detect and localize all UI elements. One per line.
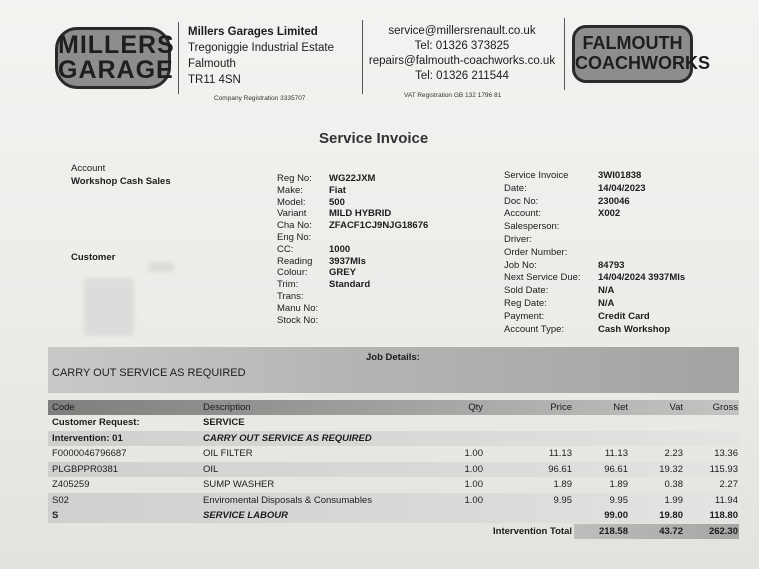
vehicle-field-label: Eng No: bbox=[277, 232, 312, 243]
invoice-field-label: Salesperson: bbox=[504, 221, 560, 233]
cell-desc: SERVICE bbox=[203, 417, 245, 428]
vehicle-field-label: Cha No: bbox=[277, 220, 312, 232]
vehicle-field-label: Reading bbox=[277, 255, 313, 267]
cell-desc: CARRY OUT SERVICE AS REQUIRED bbox=[203, 432, 372, 444]
invoice-field-label: Order Number: bbox=[504, 246, 568, 258]
redacted-area bbox=[84, 278, 134, 336]
cell-vat: 19.80 bbox=[659, 510, 683, 521]
invoice-field-value: 84793 bbox=[598, 259, 625, 271]
invoice-field-label: Service Invoice bbox=[504, 170, 569, 181]
invoice-field-value: N/A bbox=[598, 298, 615, 309]
column-header-gross: Gross bbox=[712, 402, 738, 413]
table-row bbox=[48, 431, 739, 446]
table-row bbox=[48, 446, 739, 461]
cell-code: Z405259 bbox=[52, 479, 90, 490]
column-header-vat: Vat bbox=[669, 402, 683, 413]
total-vat: 43.72 bbox=[659, 526, 683, 537]
invoice-field-label: Payment: bbox=[504, 310, 545, 322]
cell-qty: 1.00 bbox=[464, 494, 483, 506]
cell-gross: 13.36 bbox=[714, 448, 738, 459]
cell-code: Customer Request: bbox=[52, 417, 140, 428]
vehicle-field-label: Variant bbox=[277, 208, 307, 220]
invoice-field-label: Reg Date: bbox=[504, 298, 547, 309]
table-row bbox=[48, 462, 739, 477]
tel-service: Tel: 01326 373825 bbox=[414, 40, 510, 52]
company-registration: Company Registration 3335707 bbox=[214, 95, 306, 102]
invoice-field-value: 3WI01838 bbox=[598, 170, 642, 181]
invoice-field-value: 230046 bbox=[598, 195, 630, 207]
cell-net: 99.00 bbox=[604, 510, 628, 521]
address-line-3: TR11 4SN bbox=[188, 74, 241, 86]
vehicle-field-label: Reg No: bbox=[277, 173, 312, 184]
invoice-field-value: Cash Workshop bbox=[598, 323, 671, 335]
cell-net: 9.95 bbox=[609, 494, 628, 506]
total-net: 218.58 bbox=[598, 526, 628, 537]
column-header-description: Description bbox=[203, 402, 251, 413]
cell-price: 11.13 bbox=[548, 448, 572, 459]
invoice-field-label: Sold Date: bbox=[504, 285, 549, 297]
vehicle-field-label: Model: bbox=[277, 196, 306, 208]
vehicle-field-label: CC: bbox=[277, 243, 294, 255]
cell-vat: 2.23 bbox=[664, 448, 683, 459]
job-details-text: CARRY OUT SERVICE AS REQUIRED bbox=[52, 367, 246, 379]
cell-price: 1.89 bbox=[553, 479, 572, 490]
vehicle-field-value: WG22JXM bbox=[329, 173, 376, 184]
customer-label: Customer bbox=[71, 252, 116, 263]
cell-qty: 1.00 bbox=[464, 479, 483, 490]
cell-qty: 1.00 bbox=[464, 448, 483, 459]
invoice-field-value: X002 bbox=[598, 208, 621, 220]
invoice-field-label: Account Type: bbox=[504, 323, 565, 335]
vehicle-field-value: Standard bbox=[329, 279, 371, 291]
column-header-qty: Qty bbox=[468, 402, 483, 413]
job-details-title: Job Details: bbox=[366, 352, 420, 363]
cell-net: 11.13 bbox=[604, 448, 628, 459]
invoice-field-value: 14/04/2023 bbox=[598, 182, 646, 194]
cell-vat: 0.38 bbox=[664, 479, 683, 490]
table-row bbox=[48, 508, 739, 523]
invoice-field-label: Doc No: bbox=[504, 195, 539, 207]
cell-code: Intervention: 01 bbox=[52, 432, 123, 444]
table-header bbox=[48, 400, 739, 415]
invoice-field-value: 14/04/2024 3937Mls bbox=[598, 272, 686, 284]
vehicle-field-value: ZFACF1CJ9NJG18676 bbox=[329, 220, 429, 232]
total-gross: 262.30 bbox=[708, 526, 738, 537]
invoice-field-value: Credit Card bbox=[598, 310, 650, 322]
cell-code: PLGBPPR0381 bbox=[52, 463, 119, 475]
invoice-field-label: Account: bbox=[504, 208, 541, 220]
cell-code: S bbox=[52, 510, 59, 521]
cell-price: 9.95 bbox=[553, 494, 572, 506]
address-line-2: Falmouth bbox=[188, 58, 236, 70]
invoice-field-label: Date: bbox=[504, 182, 527, 194]
header-divider bbox=[178, 22, 179, 94]
header-divider bbox=[564, 18, 565, 90]
vehicle-field-label: Manu No: bbox=[277, 302, 319, 314]
vat-registration: VAT Registration GB 132 1796 81 bbox=[404, 92, 502, 99]
vehicle-field-label: Stock No: bbox=[277, 314, 319, 326]
cell-gross: 115.93 bbox=[709, 463, 738, 475]
table-row bbox=[48, 493, 739, 508]
redacted-area bbox=[148, 262, 174, 272]
cell-desc: OIL FILTER bbox=[203, 448, 253, 459]
cell-qty: 1.00 bbox=[464, 463, 483, 475]
vehicle-field-value: 3937Mls bbox=[329, 255, 366, 267]
vehicle-field-value: MILD HYBRID bbox=[329, 208, 392, 220]
table-row bbox=[48, 477, 739, 492]
cell-gross: 118.80 bbox=[709, 510, 738, 521]
address-line-1: Tregoniggie Industrial Estate bbox=[188, 42, 334, 54]
vehicle-field-label: Colour: bbox=[277, 267, 308, 279]
invoice-field-value: N/A bbox=[598, 285, 615, 297]
table-row bbox=[48, 415, 739, 430]
cell-gross: 2.27 bbox=[719, 479, 738, 490]
cell-code: F0000046796687 bbox=[52, 448, 127, 459]
vehicle-field-value: Fiat bbox=[329, 184, 346, 196]
vehicle-field-value: 500 bbox=[329, 196, 345, 208]
cell-price: 96.61 bbox=[548, 463, 572, 475]
invoice-field-label: Driver: bbox=[504, 234, 532, 245]
total-label: Intervention Total bbox=[493, 526, 572, 537]
column-header-code: Code bbox=[52, 402, 75, 413]
falmouth-coachworks-logo: FALMOUTH COACHWORKS bbox=[572, 25, 693, 83]
tel-repairs: Tel: 01326 211544 bbox=[415, 70, 509, 82]
vehicle-field-label: Make: bbox=[277, 184, 303, 196]
column-header-price: Price bbox=[550, 402, 572, 413]
cell-desc: SUMP WASHER bbox=[203, 479, 275, 490]
cell-desc: Enviromental Disposals & Consumables bbox=[203, 494, 372, 506]
cell-vat: 1.99 bbox=[664, 494, 683, 506]
cell-net: 96.61 bbox=[604, 463, 628, 475]
email-service: service@millersrenault.co.uk bbox=[388, 25, 536, 37]
vehicle-field-value: 1000 bbox=[329, 243, 351, 255]
account-value: Workshop Cash Sales bbox=[71, 176, 171, 187]
vehicle-field-value: GREY bbox=[329, 267, 356, 279]
cell-vat: 19.32 bbox=[659, 463, 683, 475]
invoice-field-label: Job No: bbox=[504, 259, 537, 271]
cell-desc: OIL bbox=[203, 463, 219, 475]
vehicle-field-label: Trans: bbox=[277, 291, 304, 302]
invoice-title: Service Invoice bbox=[319, 130, 429, 147]
cell-gross: 11.94 bbox=[714, 494, 738, 506]
account-label: Account bbox=[71, 163, 106, 174]
cell-code: S02 bbox=[52, 494, 69, 506]
vehicle-field-label: Trim: bbox=[277, 279, 299, 291]
column-header-net: Net bbox=[613, 402, 628, 413]
invoice-field-label: Next Service Due: bbox=[504, 272, 581, 284]
cell-desc: SERVICE LABOUR bbox=[203, 510, 288, 521]
company-name: Millers Garages Limited bbox=[188, 26, 318, 38]
millers-garage-logo: MILLERS GARAGE bbox=[55, 27, 171, 89]
email-repairs: repairs@falmouth-coachworks.co.uk bbox=[368, 55, 556, 67]
intervention-total-row bbox=[48, 524, 739, 539]
cell-net: 1.89 bbox=[609, 479, 628, 490]
